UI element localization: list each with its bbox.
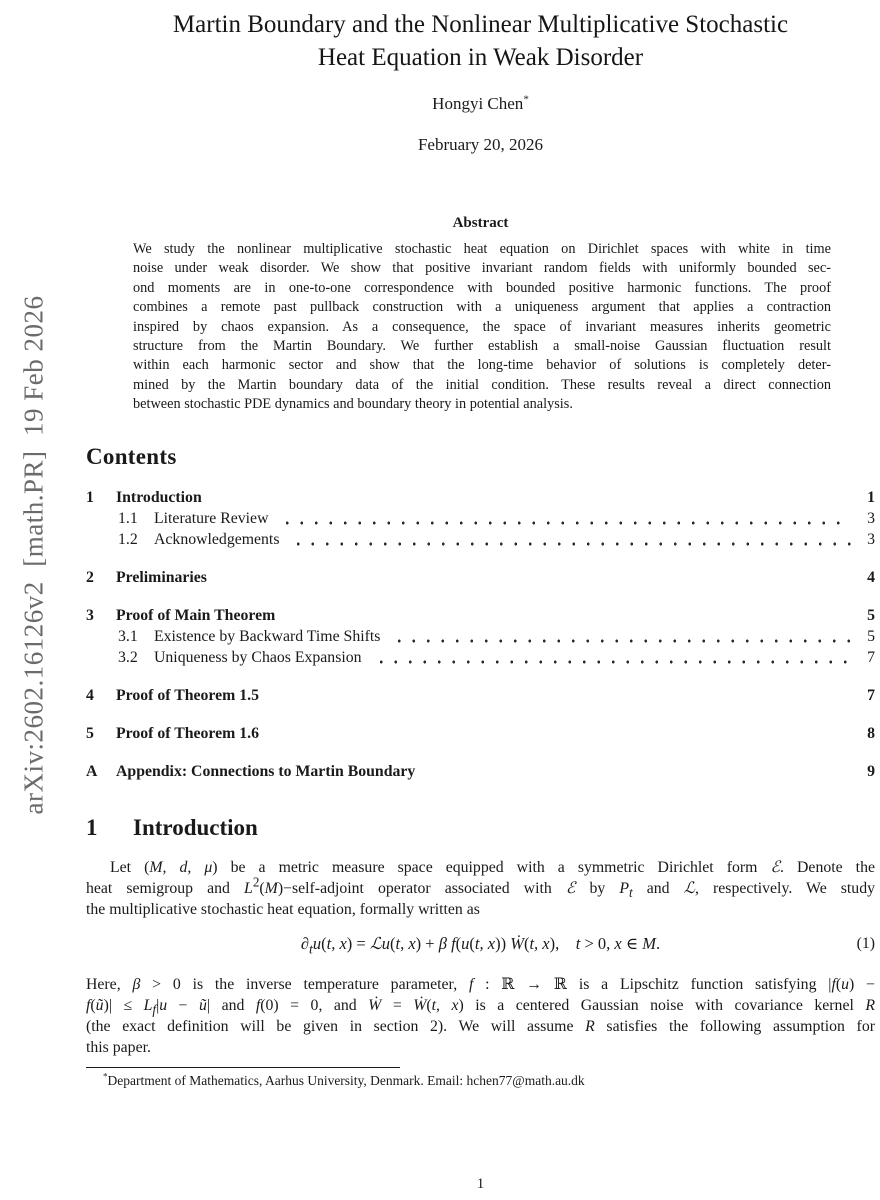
toc-number: 1.1 (118, 509, 138, 527)
footnote (86, 1072, 875, 1090)
equation-formula: $\partial_tu(t$, x) = ℒu(t, x) + β f(u(t, x)) Ẇ(t, x), t > 0, x ∈ M. (300, 933, 661, 956)
footnote-rule (86, 1067, 400, 1068)
abstract-line: within each harmonic sector and show that the long-time behavior of solutions is completely deter- (133, 357, 831, 374)
equation-number: (1) (856, 934, 875, 952)
intro-paragraph-1 (86, 857, 875, 920)
section-number: 1 (86, 814, 98, 840)
intro-paragraph-2 (86, 974, 875, 1058)
toc-dot-leader (289, 529, 851, 550)
toc-page: 9 (867, 762, 875, 780)
paper-title-line2: Heat Equation in Weak Disorder (317, 44, 644, 71)
footnote-mark: * (103, 1071, 108, 1082)
toc-title: Appendix: Connections to Martin Boundary (116, 762, 416, 780)
toc-page: 7 (867, 648, 875, 666)
toc-number: 3 (86, 606, 94, 624)
toc-entry-existence-backward-time-shifts (86, 626, 875, 647)
toc-number: A (86, 762, 98, 780)
toc-dot-leader (372, 647, 851, 668)
toc-entry-uniqueness-chaos-expansion (86, 647, 875, 668)
toc-title: Literature Review (154, 509, 269, 527)
toc-title: Preliminaries (116, 568, 207, 586)
toc-entry-proof-theorem-16 (86, 723, 875, 744)
body-line: the multiplicative stochastic heat equation, formally written as (86, 900, 480, 918)
toc-number: 3.2 (118, 648, 138, 666)
author-name: Hongyi Chen (432, 94, 524, 113)
equation-1 (86, 932, 875, 956)
toc-entry-literature-review (86, 508, 875, 529)
toc-title: Proof of Theorem 1.5 (116, 686, 260, 704)
toc-entry-introduction (86, 487, 875, 508)
toc-page: 5 (867, 627, 875, 645)
arxiv-stamp: arXiv:2602.16126v2 [math.PR] 19 Feb 2026 (18, 295, 49, 815)
author-footnote-mark: * (523, 93, 529, 106)
body-line: heat semigroup and $L^2(M)-self$-adjoint operator associated with ℰ by $P_t$ and ℒ, respectively. We study (86, 874, 876, 900)
toc-entry-preliminaries (86, 567, 875, 588)
table-of-contents (86, 487, 875, 782)
toc-page: 3 (867, 530, 875, 548)
body-line: Let (M, d, μ) be a metric measure space equipped with a symmetric Dirichlet form ℰ. Denote the (110, 858, 875, 876)
page-content (86, 0, 875, 1090)
abstract-line: noise under weak disorder. We show that positive invariant random fields with uniformly bounded sec- (133, 260, 831, 277)
footnote-text: Department of Mathematics, Aarhus University, Denmark. Email: hchen77@math.au.dk (107, 1072, 585, 1088)
toc-dot-leader (390, 626, 851, 647)
abstract-line: ond moments are in one-to-one correspondence with bounded positive harmonic functions. The proof (133, 279, 831, 296)
abstract-line: mined by the Martin boundary data of the initial condition. These results reveal a direct connection (133, 376, 831, 393)
toc-title: Existence by Backward Time Shifts (154, 627, 381, 645)
author (86, 93, 875, 115)
toc-number: 5 (86, 724, 94, 742)
abstract-heading: Abstract (452, 215, 509, 231)
body-line: Here, β > 0 is the inverse temperature parameter, f : ℝ → ℝ is a Lipschitz function satisfying |f(u) − (86, 975, 875, 993)
toc-title: Uniqueness by Chaos Expansion (154, 648, 362, 666)
toc-number: 1 (86, 488, 94, 506)
toc-title: Proof of Main Theorem (116, 606, 276, 624)
toc-entry-proof-theorem-15 (86, 685, 875, 706)
abstract-line: combines a remote past pullback construction with a uniqueness argument that applies a contraction (133, 299, 831, 316)
toc-number: 2 (86, 568, 94, 586)
toc-title: Proof of Theorem 1.6 (116, 724, 260, 742)
abstract-line: between stochastic PDE dynamics and boundary theory in potential analysis. (133, 396, 573, 413)
toc-page: 5 (867, 606, 875, 624)
toc-title: Acknowledgements (154, 530, 280, 548)
date: February 20, 2026 (417, 135, 544, 154)
abstract-line: We study the nonlinear multiplicative stochastic heat equation on Dirichlet spaces with white in time (133, 241, 831, 257)
section-title: Introduction (133, 814, 258, 840)
abstract-line: structure from the Martin Boundary. We further establish a small-noise Gaussian fluctuation result (133, 338, 831, 355)
body-line: (the exact definition will be given in section 2). We will assume R satisfies the following assumption for (86, 1017, 875, 1035)
abstract-line: inspired by chaos expansion. As a consequence, the space of invariant measures inherits geometric (133, 318, 831, 335)
paper-title-line1: Martin Boundary and the Nonlinear Multiplicative Stochastic (172, 11, 789, 38)
toc-number: 3.1 (118, 627, 138, 645)
toc-page: 4 (867, 568, 875, 586)
contents-heading: Contents (86, 443, 177, 469)
toc-page: 7 (867, 686, 875, 704)
abstract-body (133, 240, 831, 415)
section-1-heading (86, 813, 875, 843)
toc-page: 1 (867, 488, 875, 506)
toc-entry-acknowledgements (86, 529, 875, 550)
toc-title: Introduction (116, 488, 202, 506)
toc-page: 3 (867, 509, 875, 527)
toc-entry-proof-main-theorem (86, 605, 875, 626)
toc-dot-leader (278, 508, 851, 529)
toc-number: 1.2 (118, 530, 138, 548)
body-line: f(ũ)| ≤ $L_f|u$ − ũ| and f(0) = 0, and Ẇ = Ẇ(t, x) is a centered Gaussian noise with covariance kernel R (86, 996, 875, 1017)
page-number: 1 (476, 1176, 485, 1192)
toc-number: 4 (86, 686, 94, 704)
toc-entry-appendix-martin-boundary (86, 761, 875, 782)
toc-page: 8 (867, 724, 875, 742)
body-line: this paper. (86, 1038, 151, 1056)
